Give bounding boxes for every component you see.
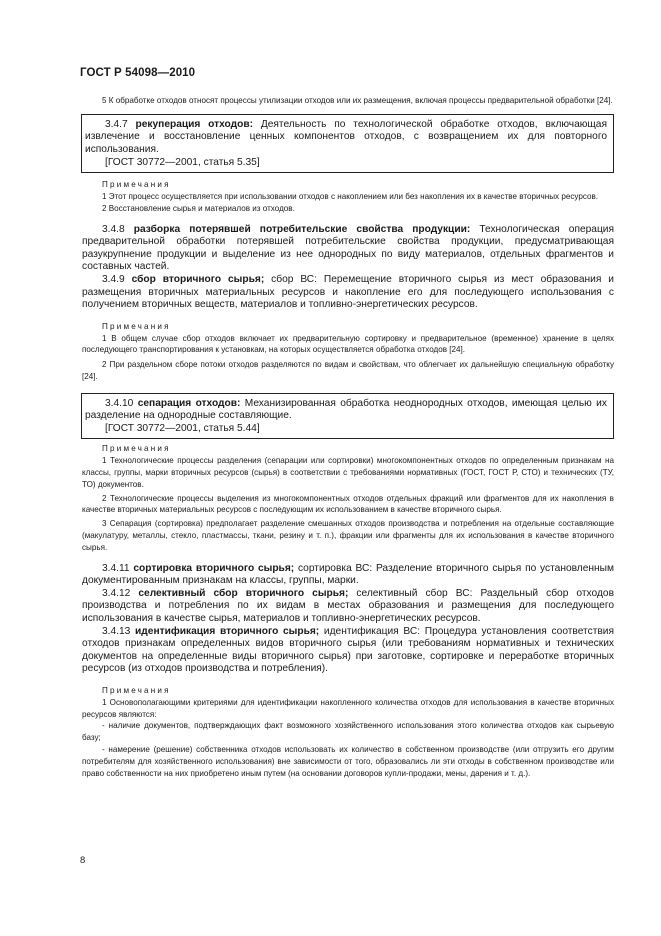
note-item: - наличие документов, подтверждающих факт возможного хозяйственного использования этого количества отходов как сырьевую базу; xyxy=(82,721,614,743)
note-item: - намерение (решение) собственника отходов использовать их количество в собственном производстве (или отгрузить его другим потребителям для хозяйственного использования) вне зависимости от того, образовались ли эти отходы в собственном производстве или право собственности на них приобретено иным путем (на основании договоров купли-продажи, мены, дарения и т. д.). xyxy=(82,744,614,778)
term-source: [ГОСТ 30772—2001, статья 5.44] xyxy=(105,422,260,434)
term-number: 3.4.8 xyxy=(102,223,125,235)
note-item: 2 Восстановление сырья и материалов из отходов. xyxy=(102,203,295,213)
term-title: сортировка вторичного сырья; xyxy=(133,562,295,574)
page-number: 8 xyxy=(80,855,86,866)
term-3-4-10 xyxy=(85,398,607,423)
term-number: 3.4.7 xyxy=(105,118,128,130)
notes-heading: Примечания xyxy=(102,444,171,454)
term-definition: сбор ВС: Перемещение вторичного сырья из мест образования и размещения вторичных материальных ресурсов и накопление его для последующего использования с получением вторичных веществ, материалов и топливно-энергетических ресурсов. xyxy=(82,273,614,311)
term-definition: селективный сбор ВС: Раздельный сбор отходов производства и потребления по их видам в местах образования и размещения для последующего использования в качестве сырья, материалов и топливно-энергетических ресурсов. xyxy=(82,587,614,625)
term-3-4-7 xyxy=(85,119,607,157)
note-item: 2 Технологические процессы выделения из многокомпонентных отходов отдельных фракций или фрагментов для их накопления в качестве вторичных материальных ресурсов с последующим их использованием в качестве вторичного сырья. xyxy=(82,493,614,515)
note-item: 1 Этот процесс осуществляется при использовании отходов с накоплением или без накопления их в качестве вторичных ресурсов. xyxy=(102,191,599,201)
term-box-3-4-10 xyxy=(81,393,614,440)
term-3-4-12 xyxy=(82,588,614,626)
note-item: 1 Основополагающими критериями для идентификации накопленного количества отходов для использования в качестве вторичных ресурсов являются: xyxy=(82,697,614,719)
notes-heading: Примечания xyxy=(102,180,171,190)
term-definition: сортировка ВС: Разделение вторичного сырья по установленным документированным признакам на классы, группы, марки. xyxy=(82,562,614,587)
term-title: сепарация отходов: xyxy=(137,397,241,409)
term-3-4-13 xyxy=(82,626,614,676)
term-number: 3.4.11 xyxy=(102,562,130,574)
term-definition: Механизированная обработка неоднородных отходов, имеющая целью их разделение на однородные составляющие. xyxy=(85,397,607,422)
term-definition: Технологическая операция предварительной обработки потерявшей потребительские свойства продукции, предусматривающая разукрупнение продукции и выделение из нее однородных по виду материалов, отдельных фрагментов и составных частей. xyxy=(82,223,614,273)
term-title: идентификация вторичного сырья; xyxy=(135,625,320,637)
term-title: рекуперация отходов: xyxy=(135,118,253,130)
term-definition: идентификация ВС: Процедура установления соответствия отходов признакам определенных видов вторичного сырья (или требованиям нормативных и технических документов на определенные виды вторичного сырья) при заготовке, сортировке и переработке вторичных ресурсов (из отходов производства и потребления). xyxy=(82,625,614,675)
note-item: 3 Сепарация (сортировка) предполагает разделение смешанных отходов производства и потребления на отдельные составляющие (макулатуру, металлы, стекло, пластмассы, ткани, резину и т. п.), фракции или фрагменты для их использования в качестве вторичного сырья. xyxy=(82,519,614,552)
term-3-4-11 xyxy=(82,563,614,588)
note-item: 1 Технологические процессы разделения (сепарации или сортировки) многокомпонентных отходов по определенным признакам на классы, группы, марки вторичных ресурсов (сырья) в соответствии с требованиями нормативных (ГОСТ, ГОСТ Р, СТО) и технических (ТУ, ТО) документов. xyxy=(82,456,614,489)
note-item: 2 При раздельном сборе потоки отходов разделяются по видам и свойствам, что облегчает их дальнейшую специальную обработку [24]. xyxy=(82,360,614,381)
page-content xyxy=(82,94,614,779)
notes-heading: Примечания xyxy=(102,321,171,331)
term-number: 3.4.10 xyxy=(105,397,134,409)
term-box-3-4-7 xyxy=(81,114,614,173)
document-header: ГОСТ Р 54098—2010 xyxy=(80,67,196,79)
term-title: сбор вторичного сырья; xyxy=(131,273,265,285)
term-3-4-9 xyxy=(82,274,614,312)
term-number: 3.4.9 xyxy=(102,273,125,285)
note-item: 1 В общем случае сбор отходов включает их предварительную сортировку и предварительное (временное) хранение в целях последующего транспортирования к установкам, на которых осуществляется обработка отходов [24]. xyxy=(82,333,614,355)
term-number: 3.4.12 xyxy=(102,587,131,599)
notes-heading: Примечания xyxy=(102,686,171,695)
term-title: селективный сбор вторичного сырья; xyxy=(138,587,349,599)
term-definition: Деятельность по технологической обработке отходов, включающая извлечение и восстановление ценных компонентов отходов, с возвращением их для повторного использования. xyxy=(85,118,607,155)
note-5: 5 К обработке отходов относят процессы утилизации отходов или их размещения, включая процессы предварительной обработки [24]. xyxy=(102,96,613,105)
term-3-4-8 xyxy=(82,224,614,274)
term-title: разборка потерявшей потребительские свойства продукции: xyxy=(133,223,471,235)
term-number: 3.4.13 xyxy=(102,625,131,637)
term-source: [ГОСТ 30772—2001, статья 5.35] xyxy=(105,156,260,168)
